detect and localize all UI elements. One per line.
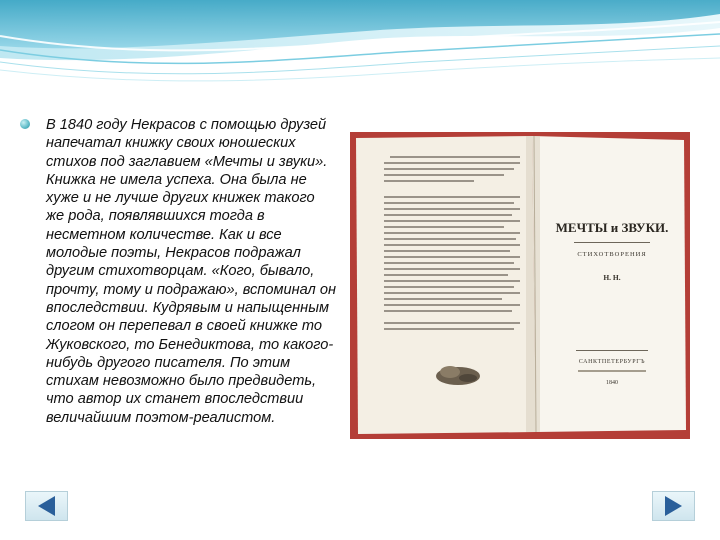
next-slide-button[interactable] bbox=[652, 491, 695, 521]
arrow-left-icon bbox=[38, 496, 55, 516]
bullet-icon bbox=[20, 119, 30, 129]
arrow-right-icon bbox=[665, 496, 682, 516]
header-wave-decoration bbox=[0, 0, 720, 90]
book-city: САНКТПЕТЕРБУРГЪ bbox=[578, 359, 646, 365]
book-year: 1840 bbox=[606, 380, 618, 386]
book-photo bbox=[350, 132, 690, 439]
book-author: Н. Н. bbox=[603, 273, 621, 282]
slide-paragraph: В 1840 году Некрасов с помощью друзей напечатал книжку своих юношеских стихов под заглавием «Мечты и звуки». Книжка не имела успеха. Она была не хуже и не лучше других книжек такого же рода, появлявшихся тогда в несметном количестве. Как и все молодые поэты, Некрасов подражал другим стихотворцам. «Кого, бывало, прочту, тому и подражаю», вспоминал он впоследствии. Кудрявым и напыщенным слогом он перепевал в своей книжке то Жуковского, то Бенедиктова, то какого-нибудь другого писателя. По этим стихам невозможно было предвидеть, что автор их станет впоследствии величайшим поэтом-реалистом. bbox=[46, 117, 336, 426]
book-subtitle: СТИХОТВОРЕНИЯ bbox=[577, 251, 647, 258]
prev-slide-button[interactable] bbox=[25, 491, 68, 521]
book-title: МЕЧТЫ и ЗВУКИ. bbox=[555, 220, 669, 235]
